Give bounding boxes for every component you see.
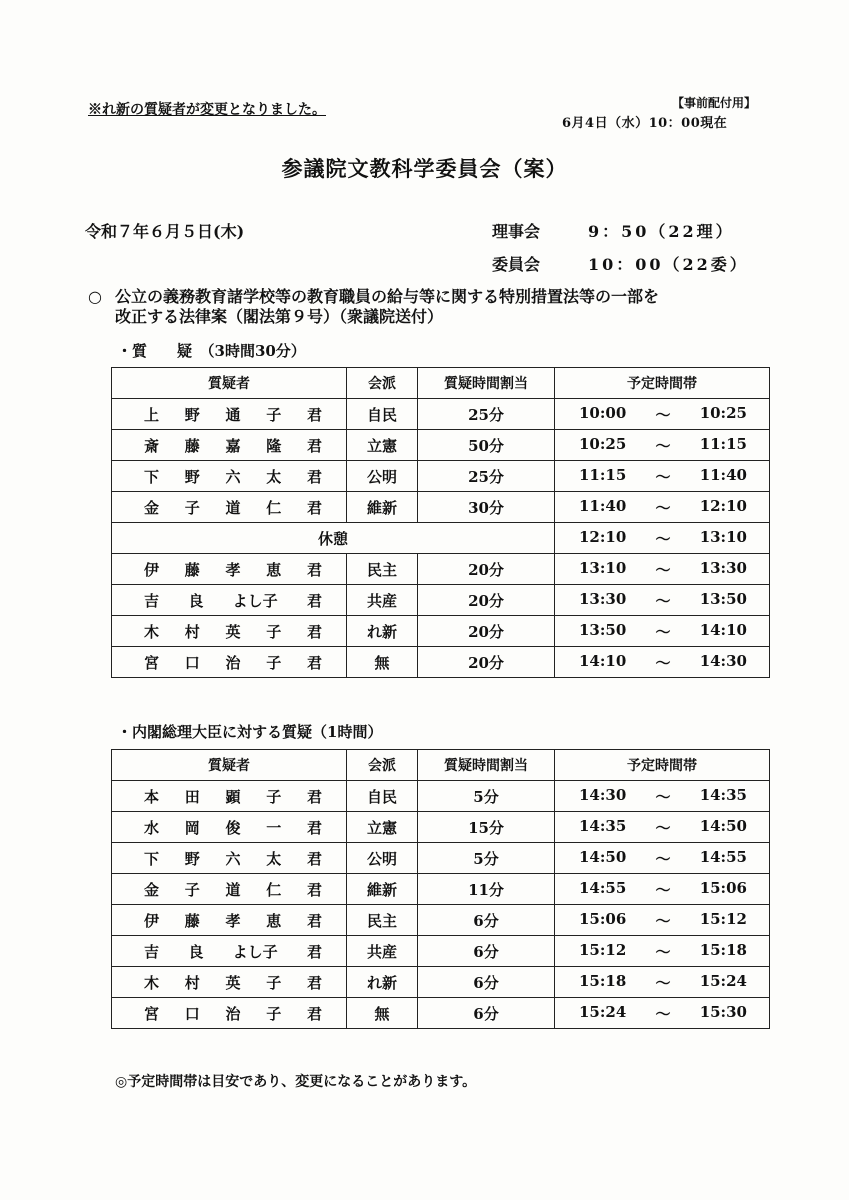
name-char: 子	[266, 622, 282, 641]
allocation-cell: 6分	[418, 967, 555, 998]
name-char: 六	[225, 849, 241, 868]
name-char: 嘉	[225, 436, 241, 455]
name-char: 下	[144, 467, 160, 486]
questioner-cell	[112, 616, 347, 647]
slot-separator: ～	[655, 787, 671, 806]
slot-separator: ～	[655, 405, 671, 424]
questioner-name	[112, 848, 346, 869]
allocation-cell: 25分	[418, 461, 555, 492]
questioner-name	[112, 590, 346, 611]
table-row	[112, 874, 770, 905]
slot-separator: ～	[655, 436, 671, 455]
name-char: よし子	[232, 942, 278, 961]
allocation-cell: 20分	[418, 647, 555, 678]
time-slot	[555, 559, 769, 580]
party-cell: 共産	[347, 936, 418, 967]
questioner-name	[112, 652, 346, 673]
name-char: 道	[225, 498, 241, 517]
name-char: 恵	[266, 911, 282, 930]
slot-end: 10:25	[699, 403, 747, 422]
time-slot	[555, 466, 769, 487]
name-char: 子	[266, 405, 282, 424]
party-cell: 共産	[347, 585, 418, 616]
questioner-cell	[112, 905, 347, 936]
name-char: 君	[306, 973, 322, 992]
time-slot-cell	[555, 554, 770, 585]
slot-separator: ～	[655, 849, 671, 868]
allocation-cell: 5分	[418, 843, 555, 874]
slot-start: 15:12	[579, 940, 627, 959]
time-slot	[555, 404, 769, 425]
questioner-cell	[112, 492, 347, 523]
schedule-table-1	[111, 367, 770, 678]
questioner-name	[112, 972, 346, 993]
name-char: 太	[266, 467, 282, 486]
party-cell: れ新	[347, 967, 418, 998]
slot-end: 11:15	[699, 434, 747, 453]
col-allocation-header: 質疑時間割当	[418, 368, 555, 399]
questioner-cell	[112, 585, 347, 616]
name-char: 英	[225, 973, 241, 992]
name-char: 太	[266, 849, 282, 868]
table-row	[112, 998, 770, 1029]
name-char: 口	[184, 653, 200, 672]
name-char: 伊	[144, 911, 160, 930]
time-slot	[555, 590, 769, 611]
table-header-row	[112, 368, 770, 399]
table-row	[112, 967, 770, 998]
table-row	[112, 399, 770, 430]
time-slot	[555, 528, 769, 549]
slot-end: 14:10	[699, 620, 747, 639]
meeting-time: 10：00（22委）	[588, 255, 749, 274]
slot-end: 13:10	[699, 527, 747, 546]
allocation-cell: 11分	[418, 874, 555, 905]
party-cell: 維新	[347, 492, 418, 523]
name-char: 藤	[184, 911, 200, 930]
slot-separator: ～	[655, 529, 671, 548]
time-slot	[555, 497, 769, 518]
time-slot	[555, 1003, 769, 1024]
questioner-cell	[112, 781, 347, 812]
name-char: 木	[144, 622, 160, 641]
table-row	[112, 843, 770, 874]
slot-end: 14:35	[699, 785, 747, 804]
slot-start: 10:25	[579, 434, 627, 453]
table-row	[112, 781, 770, 812]
name-char: 治	[225, 653, 241, 672]
footer-note: ◎予定時間帯は目安であり、変更になることがあります。	[115, 1074, 477, 1090]
slot-start: 14:10	[579, 651, 627, 670]
time-slot-cell	[555, 781, 770, 812]
allocation-cell: 15分	[418, 812, 555, 843]
party-cell: 無	[347, 998, 418, 1029]
meeting-time: 9：50（22理）	[588, 222, 735, 241]
party-cell: 民主	[347, 905, 418, 936]
time-slot-cell	[555, 812, 770, 843]
slot-start: 13:30	[579, 589, 627, 608]
name-char: 子	[266, 787, 282, 806]
name-char: 口	[184, 1004, 200, 1023]
name-char: 英	[225, 622, 241, 641]
name-char: 君	[306, 942, 322, 961]
col-questioner-header: 質疑者	[112, 368, 347, 399]
slot-end: 15:24	[699, 971, 747, 990]
name-char: 斎	[144, 436, 160, 455]
time-slot	[555, 972, 769, 993]
name-char: 良	[188, 942, 204, 961]
name-char: 村	[184, 973, 200, 992]
distribution-label: 【事前配付用】	[672, 96, 757, 110]
as-of-timestamp: 6月4日（水）10：00現在	[562, 116, 728, 131]
name-char: 下	[144, 849, 160, 868]
time-slot-cell	[555, 967, 770, 998]
bill-mark: ○	[88, 287, 102, 306]
allocation-cell: 50分	[418, 430, 555, 461]
table-row	[112, 492, 770, 523]
time-slot-cell	[555, 430, 770, 461]
name-char: 孝	[225, 911, 241, 930]
table-row	[112, 616, 770, 647]
name-char: 宮	[144, 653, 160, 672]
table-row	[112, 936, 770, 967]
meeting-label: 委員会	[492, 255, 541, 274]
questioner-cell	[112, 998, 347, 1029]
name-char: 君	[306, 560, 322, 579]
col-allocation-header: 質疑時間割当	[418, 750, 555, 781]
bill-title-line1: 公立の義務教育諸学校等の教育職員の給与等に関する特別措置法等の一部を	[115, 287, 660, 306]
name-char: 君	[306, 405, 322, 424]
name-char: 良	[188, 591, 204, 610]
allocation-cell: 30分	[418, 492, 555, 523]
schedule-table-2	[111, 749, 770, 1029]
party-cell: 無	[347, 647, 418, 678]
name-char: 藤	[184, 560, 200, 579]
name-char: 上	[144, 405, 160, 424]
slot-separator: ～	[655, 880, 671, 899]
name-char: 宮	[144, 1004, 160, 1023]
slot-start: 14:35	[579, 816, 627, 835]
name-char: 金	[144, 498, 160, 517]
slot-start: 14:55	[579, 878, 627, 897]
name-char: 君	[306, 622, 322, 641]
time-slot	[555, 817, 769, 838]
table-row	[112, 585, 770, 616]
table-row	[112, 812, 770, 843]
time-slot-cell	[555, 905, 770, 936]
party-cell: 自民	[347, 399, 418, 430]
name-char: 君	[306, 818, 322, 837]
name-char: 君	[306, 911, 322, 930]
name-char: 隆	[266, 436, 282, 455]
time-slot-cell	[555, 523, 770, 554]
name-char: 君	[306, 591, 322, 610]
questioner-cell	[112, 936, 347, 967]
questioner-name	[112, 435, 346, 456]
name-char: 仁	[266, 498, 282, 517]
name-char: 子	[266, 653, 282, 672]
table-row	[112, 554, 770, 585]
section1-heading: ・質 疑 （3時間30分）	[117, 342, 306, 360]
name-char: 子	[266, 1004, 282, 1023]
slot-start: 11:40	[579, 496, 627, 515]
time-slot	[555, 435, 769, 456]
time-slot	[555, 786, 769, 807]
table-row	[112, 905, 770, 936]
party-cell: 自民	[347, 781, 418, 812]
name-char: 吉	[144, 591, 160, 610]
time-slot-cell	[555, 936, 770, 967]
slot-end: 15:30	[699, 1002, 747, 1021]
col-slot-header: 予定時間帯	[555, 750, 770, 781]
slot-end: 15:18	[699, 940, 747, 959]
slot-separator: ～	[655, 653, 671, 672]
questioner-name	[112, 466, 346, 487]
slot-separator: ～	[655, 560, 671, 579]
questioner-cell	[112, 874, 347, 905]
name-char: 君	[306, 653, 322, 672]
allocation-cell: 25分	[418, 399, 555, 430]
name-char: 六	[225, 467, 241, 486]
slot-start: 14:30	[579, 785, 627, 804]
name-char: 木	[144, 973, 160, 992]
name-char: 孝	[225, 560, 241, 579]
name-char: 仁	[266, 880, 282, 899]
slot-end: 14:50	[699, 816, 747, 835]
allocation-cell: 20分	[418, 585, 555, 616]
name-char: 君	[306, 880, 322, 899]
name-char: 伊	[144, 560, 160, 579]
questioner-name	[112, 621, 346, 642]
slot-start: 12:10	[579, 527, 627, 546]
time-slot	[555, 848, 769, 869]
time-slot-cell	[555, 647, 770, 678]
name-char: 君	[306, 1004, 322, 1023]
col-slot-header: 予定時間帯	[555, 368, 770, 399]
name-char: 道	[225, 880, 241, 899]
slot-end: 14:55	[699, 847, 747, 866]
name-char: 君	[306, 498, 322, 517]
break-label: 休憩	[112, 523, 555, 554]
name-char: 子	[184, 880, 200, 899]
slot-separator: ～	[655, 622, 671, 641]
slot-separator: ～	[655, 942, 671, 961]
name-char: 子	[184, 498, 200, 517]
name-char: 君	[306, 467, 322, 486]
slot-start: 13:50	[579, 620, 627, 639]
slot-end: 13:50	[699, 589, 747, 608]
time-slot	[555, 652, 769, 673]
name-char: 本	[144, 787, 160, 806]
name-char: 顕	[225, 787, 241, 806]
name-char: 藤	[184, 436, 200, 455]
slot-end: 11:40	[699, 465, 747, 484]
name-char: 田	[184, 787, 200, 806]
slot-separator: ～	[655, 1004, 671, 1023]
slot-end: 14:30	[699, 651, 747, 670]
name-char: 子	[266, 973, 282, 992]
name-char: 治	[225, 1004, 241, 1023]
time-slot-cell	[555, 461, 770, 492]
slot-start: 14:50	[579, 847, 627, 866]
time-slot	[555, 941, 769, 962]
slot-end: 12:10	[699, 496, 747, 515]
questioner-name	[112, 879, 346, 900]
table-row	[112, 647, 770, 678]
questioner-cell	[112, 554, 347, 585]
slot-start: 13:10	[579, 558, 627, 577]
questioner-cell	[112, 843, 347, 874]
time-slot	[555, 621, 769, 642]
party-cell: 立憲	[347, 812, 418, 843]
time-slot-cell	[555, 399, 770, 430]
allocation-cell: 20分	[418, 616, 555, 647]
time-slot-cell	[555, 492, 770, 523]
name-char: 一	[266, 818, 282, 837]
name-char: 野	[184, 467, 200, 486]
allocation-cell: 6分	[418, 998, 555, 1029]
name-char: 君	[306, 787, 322, 806]
name-char: 吉	[144, 942, 160, 961]
meeting-date: 令和７年６月５日(木)	[85, 222, 245, 241]
name-char: 恵	[266, 560, 282, 579]
party-cell: れ新	[347, 616, 418, 647]
slot-end: 13:30	[699, 558, 747, 577]
col-party-header: 会派	[347, 368, 418, 399]
name-char: 村	[184, 622, 200, 641]
slot-separator: ～	[655, 911, 671, 930]
questioner-cell	[112, 812, 347, 843]
questioner-cell	[112, 647, 347, 678]
allocation-cell: 5分	[418, 781, 555, 812]
allocation-cell: 6分	[418, 905, 555, 936]
col-questioner-header: 質疑者	[112, 750, 347, 781]
party-cell: 公明	[347, 461, 418, 492]
questioner-cell	[112, 967, 347, 998]
slot-separator: ～	[655, 818, 671, 837]
slot-end: 15:06	[699, 878, 747, 897]
name-char: 水	[144, 818, 160, 837]
time-slot-cell	[555, 843, 770, 874]
name-char: 君	[306, 849, 322, 868]
slot-start: 15:24	[579, 1002, 627, 1021]
name-char: 金	[144, 880, 160, 899]
time-slot-cell	[555, 998, 770, 1029]
meeting-label: 理事会	[492, 222, 541, 241]
name-char: 野	[184, 849, 200, 868]
allocation-cell: 6分	[418, 936, 555, 967]
slot-separator: ～	[655, 591, 671, 610]
questioner-name	[112, 817, 346, 838]
col-party-header: 会派	[347, 750, 418, 781]
name-char: 野	[184, 405, 200, 424]
slot-start: 10:00	[579, 403, 627, 422]
party-cell: 民主	[347, 554, 418, 585]
name-char: 岡	[184, 818, 200, 837]
name-char: 君	[306, 436, 322, 455]
slot-separator: ～	[655, 467, 671, 486]
party-cell: 維新	[347, 874, 418, 905]
questioner-name	[112, 786, 346, 807]
time-slot	[555, 910, 769, 931]
break-row	[112, 523, 770, 554]
questioner-name	[112, 404, 346, 425]
slot-separator: ～	[655, 973, 671, 992]
slot-end: 15:12	[699, 909, 747, 928]
time-slot-cell	[555, 616, 770, 647]
section2-heading: ・内閣総理大臣に対する質疑（1時間）	[117, 723, 383, 741]
slot-start: 11:15	[579, 465, 627, 484]
table-row	[112, 461, 770, 492]
table-header-row	[112, 750, 770, 781]
slot-start: 15:18	[579, 971, 627, 990]
name-char: 俊	[225, 818, 241, 837]
party-cell: 公明	[347, 843, 418, 874]
questioner-cell	[112, 461, 347, 492]
slot-start: 15:06	[579, 909, 627, 928]
table-row	[112, 430, 770, 461]
questioner-name	[112, 1003, 346, 1024]
document-title: 参議院文教科学委員会（案）	[281, 156, 568, 181]
name-char: 通	[225, 405, 241, 424]
time-slot-cell	[555, 585, 770, 616]
questioner-name	[112, 910, 346, 931]
slot-separator: ～	[655, 498, 671, 517]
allocation-cell: 20分	[418, 554, 555, 585]
questioner-name	[112, 497, 346, 518]
questioner-name	[112, 941, 346, 962]
name-char: よし子	[232, 591, 278, 610]
change-notice: ※れ新の質疑者が変更となりました。	[88, 102, 326, 118]
time-slot-cell	[555, 874, 770, 905]
time-slot	[555, 879, 769, 900]
questioner-name	[112, 559, 346, 580]
questioner-cell	[112, 399, 347, 430]
bill-title-line2: 改正する法律案（閣法第９号）（衆議院送付）	[115, 307, 444, 326]
questioner-cell	[112, 430, 347, 461]
party-cell: 立憲	[347, 430, 418, 461]
